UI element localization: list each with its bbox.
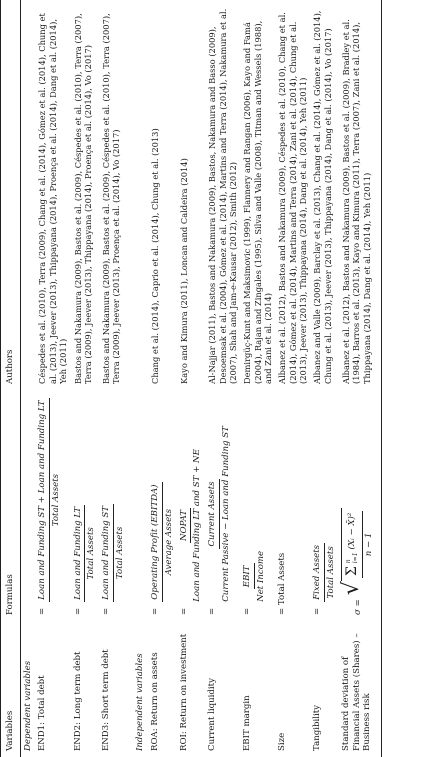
variable-roi: ROI: Return on investment xyxy=(178,633,189,751)
formula-denominator: Loan and Funding LT and ST + NE xyxy=(192,449,203,602)
authors-long-term-debt: Bastos and Nakamura (2009), Bastos et al. (2009), Céspedes et al. (2010), Terra (2007), Terra (2009), Jeever (2013), Thippayana (2014), Proença et al. (2014), Vo (2017) xyxy=(72,13,93,384)
authors-short-term-debt: Bastos and Nakamura (2009), Bastos et al. (2009), Céspedes et al. (2010), Terra (2007), Terra (2009), Jeever (2013), Proença et al. (2014), Vo (2017) xyxy=(101,13,122,384)
formula-numerator: Operating Profit (EBITDA) xyxy=(150,482,163,601)
formula-numerator: NOPAT xyxy=(179,508,192,543)
table-row-roa xyxy=(148,0,176,757)
formula-numerator: Loan and Funding ST + Loan and Funding LT xyxy=(37,398,50,601)
table-row-ebit-margin xyxy=(240,0,275,757)
formula-denominator: Total Assets xyxy=(326,546,337,599)
formula-numerator: Loan and Funding ST xyxy=(101,504,114,602)
authors-ebit-margin: Demirgüç-Kunt and Maksimovic (1999), Flannery and Rangan (2006), Kayo and Famá (2004), Rajan and Zingales (1995), Silva and Valle (2008), Titman and Wessels (1988), and Zani et al. (2014) xyxy=(242,20,273,384)
formula-denominator: Average Assets xyxy=(163,508,174,576)
table-row-short-term-debt xyxy=(99,0,127,757)
table-row-roi xyxy=(177,0,205,757)
header-variables: Variables xyxy=(1,621,21,757)
variable-long-term-debt: END2: Long term debt xyxy=(72,651,83,751)
formula-total-debt: = Loan and Funding ST + Loan and Funding LT Total Assets xyxy=(37,400,62,615)
sum-upper-limit: n xyxy=(345,559,353,564)
formula-denominator: Total Assets xyxy=(51,473,62,527)
formula-numerator: Fixed Assets xyxy=(312,543,325,602)
formula-size: = Total Assets xyxy=(277,552,288,615)
authors-roa: Chang et al. (2014), Caprio et al. (2014), Chung et al. (2013) xyxy=(150,128,161,384)
formula-roi: = NOPAT Loan and Funding LT and ST + NE xyxy=(178,449,203,615)
variable-business-risk: Standard deviation of Financial Assets (Shares) – Business risk xyxy=(339,621,382,757)
formula-current-liquidity: = Current Assets Current Passive − Loan and Funding ST xyxy=(207,426,231,615)
formula-roa: = Operating Profit (EBITDA) Average Assets xyxy=(150,484,174,615)
sigma-lhs: σ = xyxy=(352,599,363,615)
table-row-current-liquidity xyxy=(205,0,240,757)
section-dependent-label: Dependent variables xyxy=(22,660,33,751)
authors-current-liquidity: Al-Najjar (2011), Bastos and Nakamura (2009), Bastos, Nakamura and Basso (2009), Desoemsak et al. (2004), Gómez et al. (2014), Martins and Terra (2014), Nakamura et al. (2007), Shah and Jam-e-Kausar (2012), Smith (2012) xyxy=(207,8,238,384)
formula-numerator: Current Assets xyxy=(207,479,220,548)
variable-roa: ROA: Return on assets xyxy=(150,652,161,751)
formula-ebit-margin: = EBIT Net Income xyxy=(242,550,266,615)
formula-denominator: Net Income xyxy=(255,550,266,602)
formula-tangibility: = Fixed Assets Total Assets xyxy=(312,544,337,615)
formula-numerator: EBIT xyxy=(242,563,255,589)
variable-current-liquidity: Current liquidity xyxy=(207,678,218,751)
authors-size: Albanez et al. (2012), Bastos and Nakamura (2009), Céspedes et al. (2010), Chang et al. (2014), Gómez et al. (2014), Martins and Terra (2014), Zani et al. (2014), Chung et al. (2013), Jeever (2013), Thippayana (2014), Dang et al. (2014), Yeh (2011) xyxy=(277,12,309,384)
variable-total-debt: END1: Total debt xyxy=(37,675,48,751)
summation-icon: Σ xyxy=(343,566,360,577)
table-row-tangibility xyxy=(310,0,338,757)
sum-term: (Xᵢ − X̄)² xyxy=(347,512,358,550)
table-row-long-term-debt xyxy=(71,0,99,757)
table-header-row xyxy=(1,0,21,757)
header-formulas: Formulas xyxy=(1,390,21,621)
sum-lower-limit: i=1 xyxy=(351,552,359,564)
variable-size: Size xyxy=(277,732,288,751)
radical-sign-icon: √ xyxy=(338,581,364,596)
formula-numerator: Loan and Funding LT xyxy=(73,505,86,602)
table-row-total-debt xyxy=(35,0,70,757)
variable-short-term-debt: END3: Short term debt xyxy=(101,649,112,751)
table-row-size xyxy=(275,0,310,757)
table-row-business-risk xyxy=(339,0,382,757)
header-authors: Authors xyxy=(1,0,21,390)
formula-denominator: n − 1 xyxy=(364,532,375,557)
formula-short-term-debt: = Loan and Funding ST Total Assets xyxy=(101,505,125,615)
variable-tangibility: Tangibility xyxy=(312,704,323,751)
authors-tangibility: Albanez and Valle (2009), Barclay et al. (2013), Chang et al. (2014), Gómez et al. (2014), Chung et al. (2013), Jeever (2013), Thippayana (2014), Dang et al. (2014), Vo (2017) xyxy=(312,10,333,384)
formula-denominator: Total Assets xyxy=(86,527,97,580)
authors-business-risk: Albanez et al. (2012), Bastos and Nakamura (2009), Bastos et al. (2009), Bradley et al. (1984), Barros et al. (2013), Kayo and Kimura (2011), Terra (2007), Zani et al. (2014), Thippayana (2014), Dang et al. (2014), Yeh (2011) xyxy=(339,0,382,390)
formula-denominator: Current Passive − Loan and Funding ST xyxy=(220,426,231,602)
square-root xyxy=(338,508,375,596)
formula-denominator: Total Assets xyxy=(114,526,125,580)
formula-business-risk xyxy=(338,394,375,615)
section-independent-label: Independent variables xyxy=(135,653,146,751)
section-row-independent xyxy=(127,0,148,757)
formula-long-term-debt: = Loan and Funding LT Total Assets xyxy=(72,506,97,615)
section-row-dependent xyxy=(20,0,35,757)
variable-ebit-margin: EBIT margin xyxy=(242,695,253,751)
authors-roi: Kayo and Kimura (2011), Loncan and Caldeira (2014) xyxy=(178,158,189,384)
authors-total-debt: Céspedes et al. (2010), Terra (2009), Chang et al. (2014), Gómez et al. (2014), Chung et al. (2013), Jeever (2013), Thippayana (2014), Proença et al. (2014), Dang et al. (2014), Yeh (2011) xyxy=(37,13,69,384)
